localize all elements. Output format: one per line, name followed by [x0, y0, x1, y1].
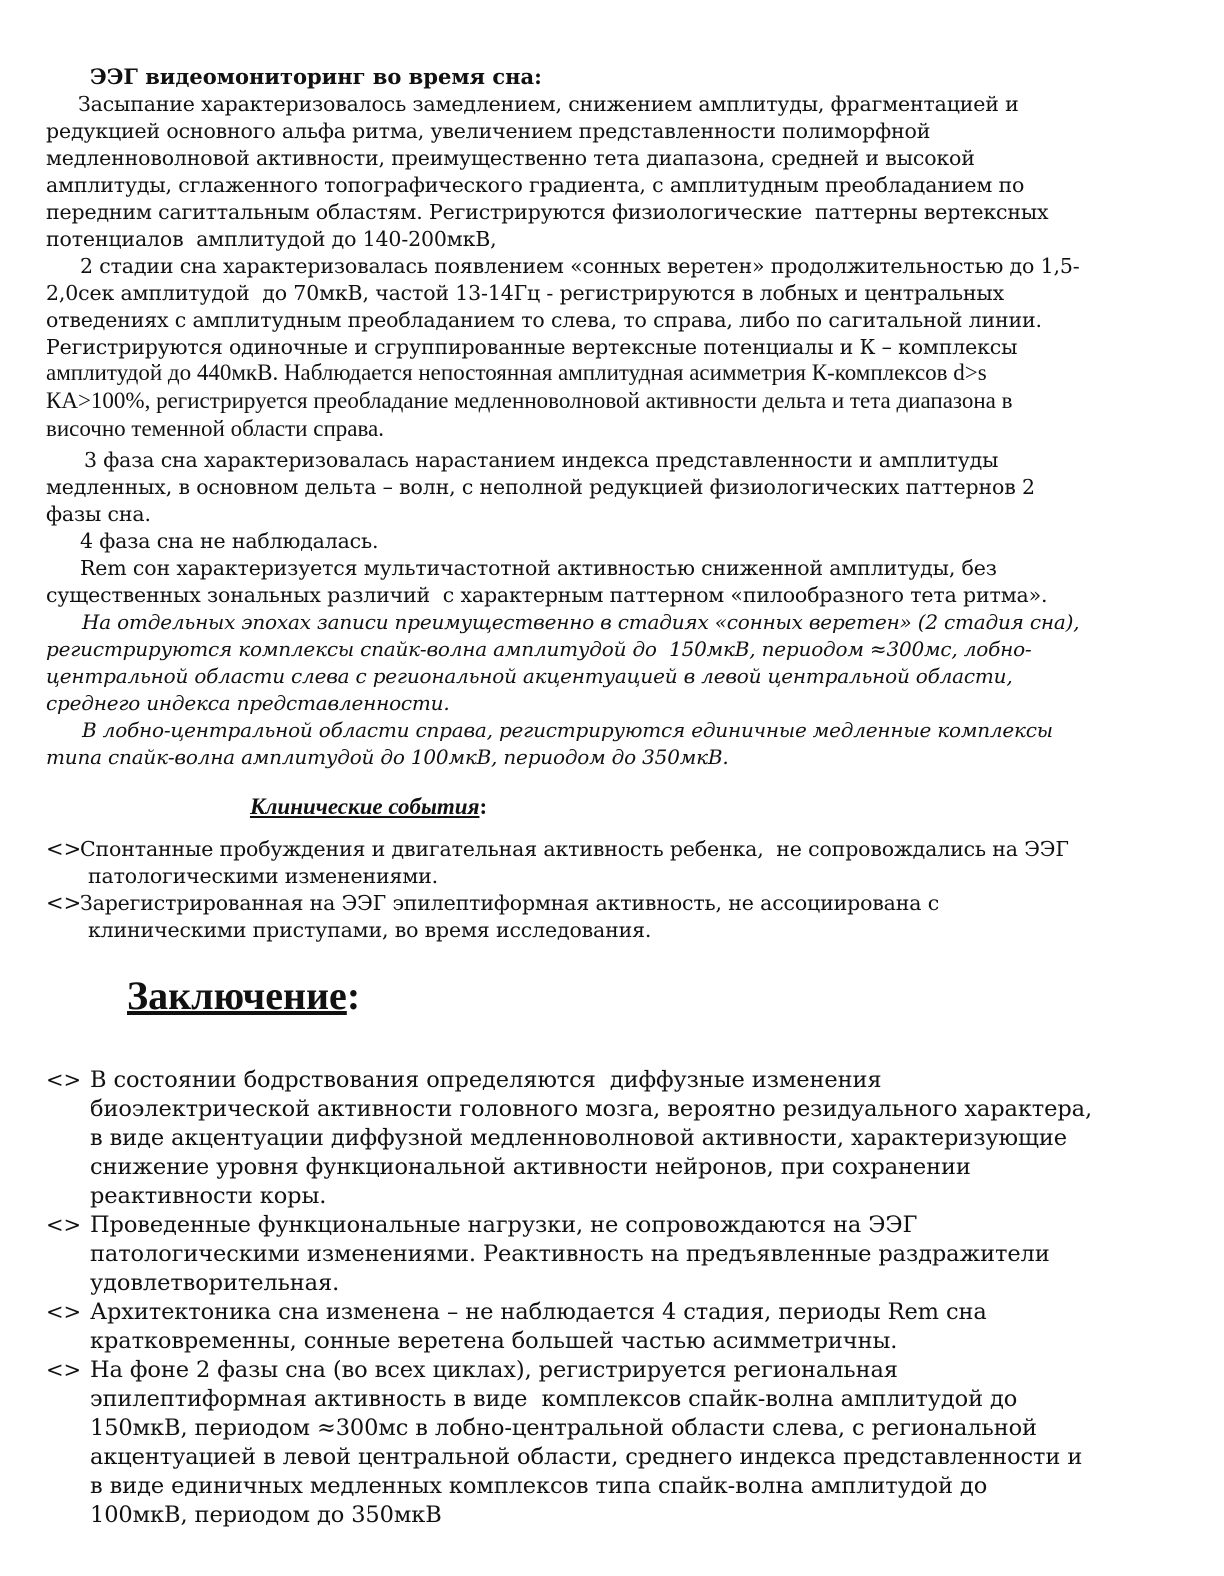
text-line: снижение уровня функциональной активности нейронов, при сохранении	[90, 1154, 971, 1180]
text-line: 150мкВ, периодом ≈300мс в лобно-центральной области слева, с региональной	[90, 1415, 1037, 1441]
text-line: существенных зональных различий с характерным паттерном «пилообразного тета ритма».	[46, 583, 1048, 607]
bullet-marker: <>	[46, 1358, 81, 1382]
text-line: В лобно-центральной области справа, регистрируются единичные медленные комплексы	[82, 718, 1053, 742]
text-line: эпилептиформная активность в виде комплексов спайк-волна амплитудой до	[90, 1386, 1018, 1412]
text-line: удовлетворительная.	[90, 1270, 340, 1296]
bullet-marker: <>	[46, 1213, 81, 1237]
text-line: патологическими изменениями. Реактивность на предъявленные раздражители	[90, 1241, 1050, 1267]
text-line: Проведенные функциональные нагрузки, не сопровождаются на ЭЭГ	[90, 1212, 918, 1238]
text-line: 2,0сек амплитудой до 70мкВ, частой 13-14Гц - регистрируются в лобных и центральных	[46, 281, 1004, 305]
text-line: 2 стадии сна характеризовалась появлением «сонных веретен» продолжительностью до 1,5-	[80, 254, 1080, 278]
text-line: Зарегистрированная на ЭЭГ эпилептиформная активность, не ассоциирована с	[80, 891, 940, 915]
text-line: 3 фаза сна характеризовалась нарастанием индекса представленности и амплитуды	[84, 448, 999, 472]
text-line: В состоянии бодрствования определяются диффузные изменения	[90, 1067, 882, 1093]
text-line: передним сагиттальным областям. Регистрируются физиологические паттерны вертексных	[46, 200, 1049, 224]
text-line: Архитектоника сна изменена – не наблюдается 4 стадия, периоды Rem сна	[90, 1299, 987, 1325]
text-line: медленных, в основном дельта – волн, с неполной редукцией физиологических паттернов 2	[46, 475, 1035, 499]
bullet-marker: <>	[46, 1068, 81, 1092]
clinical-events-colon: :	[479, 794, 488, 819]
text-line: патологическими изменениями.	[88, 864, 439, 888]
text-line: биоэлектрической активности головного мозга, вероятно резидуального характера,	[90, 1096, 1093, 1122]
text-line: отведениях с амплитудным преобладанием то слева, то справа, либо по сагитальной линии.	[46, 308, 1042, 332]
text-line: реактивности коры.	[90, 1183, 327, 1209]
text-line: Засыпание характеризовалось замедлением, снижением амплитуды, фрагментацией и	[78, 92, 1019, 116]
text-line: в виде акцентуации диффузной медленноволновой активности, характеризующие	[90, 1125, 1067, 1151]
text-line: клиническими приступами, во время исследования.	[88, 918, 652, 942]
text-line: акцентуацией в левой центральной области, среднего индекса представленности и	[90, 1444, 1083, 1470]
text-line: На фоне 2 фазы сна (во всех циклах), регистрируется региональная	[90, 1357, 898, 1383]
text-line: 100мкВ, периодом до 350мкВ	[90, 1502, 442, 1528]
text-line: височно теменной области справа.	[46, 416, 384, 441]
clinical-events-title: Клинические события	[250, 794, 480, 819]
text-line: среднего индекса представленности.	[46, 691, 450, 715]
text-line: КА>100%, регистрируется преобладание медленноволновой активности дельта и тета диапазона в	[46, 388, 1013, 413]
text-line: На отдельных эпохах записи преимущественно в стадиях «сонных веретен» (2 стадия сна),	[82, 610, 1080, 634]
text-line: Спонтанные пробуждения и двигательная активность ребенка, не сопровождались на ЭЭГ	[80, 837, 1069, 861]
text-line: потенциалов амплитудой до 140-200мкВ,	[46, 227, 497, 251]
text-line: Rem сон характеризуется мультичастотной активностью сниженной амплитуды, без	[80, 556, 997, 580]
conclusion-colon: :	[346, 973, 361, 1018]
bullet-marker: <>	[46, 891, 82, 915]
text-line: амплитуды, сглаженного топографического градиента, с амплитудным преобладанием по	[46, 173, 1025, 197]
text-line: центральной области слева с региональной акцентуацией в левой центральной области,	[46, 664, 1013, 688]
text-line: типа спайк-волна амплитудой до 100мкВ, периодом до 350мкВ.	[46, 745, 729, 769]
text-line: Регистрируются одиночные и сгруппированные вертексные потенциалы и К – комплексы	[46, 335, 1018, 359]
text-line: регистрируются комплексы спайк-волна амплитудой до 150мкВ, периодом ≈300мс, лобно-	[46, 637, 1032, 661]
conclusion-heading	[127, 972, 360, 1019]
conclusion-title: Заключение	[127, 973, 347, 1018]
bullet-marker: <>	[46, 837, 82, 861]
text-line: кратковременны, сонные веретена большей частью асимметричны.	[90, 1328, 898, 1354]
text-line: редукцией основного альфа ритма, увеличением представленности полиморфной	[46, 119, 931, 143]
bullet-marker: <>	[46, 1300, 81, 1324]
text-line: фазы сна.	[46, 502, 151, 526]
text-line: амплитудой до 440мкВ. Наблюдается непостоянная амплитудная асимметрия К-комплексов d>s	[46, 360, 987, 385]
text-line: медленноволновой активности, преимущественно тета диапазона, средней и высокой	[46, 146, 975, 170]
text-line: в виде единичных медленных комплексов типа спайк-волна амплитудой до	[90, 1473, 988, 1499]
sleep-section-title: ЭЭГ видеомониторинг во время сна:	[90, 64, 542, 89]
clinical-events-heading	[250, 794, 487, 820]
text-line: 4 фаза сна не наблюдалась.	[80, 529, 379, 553]
